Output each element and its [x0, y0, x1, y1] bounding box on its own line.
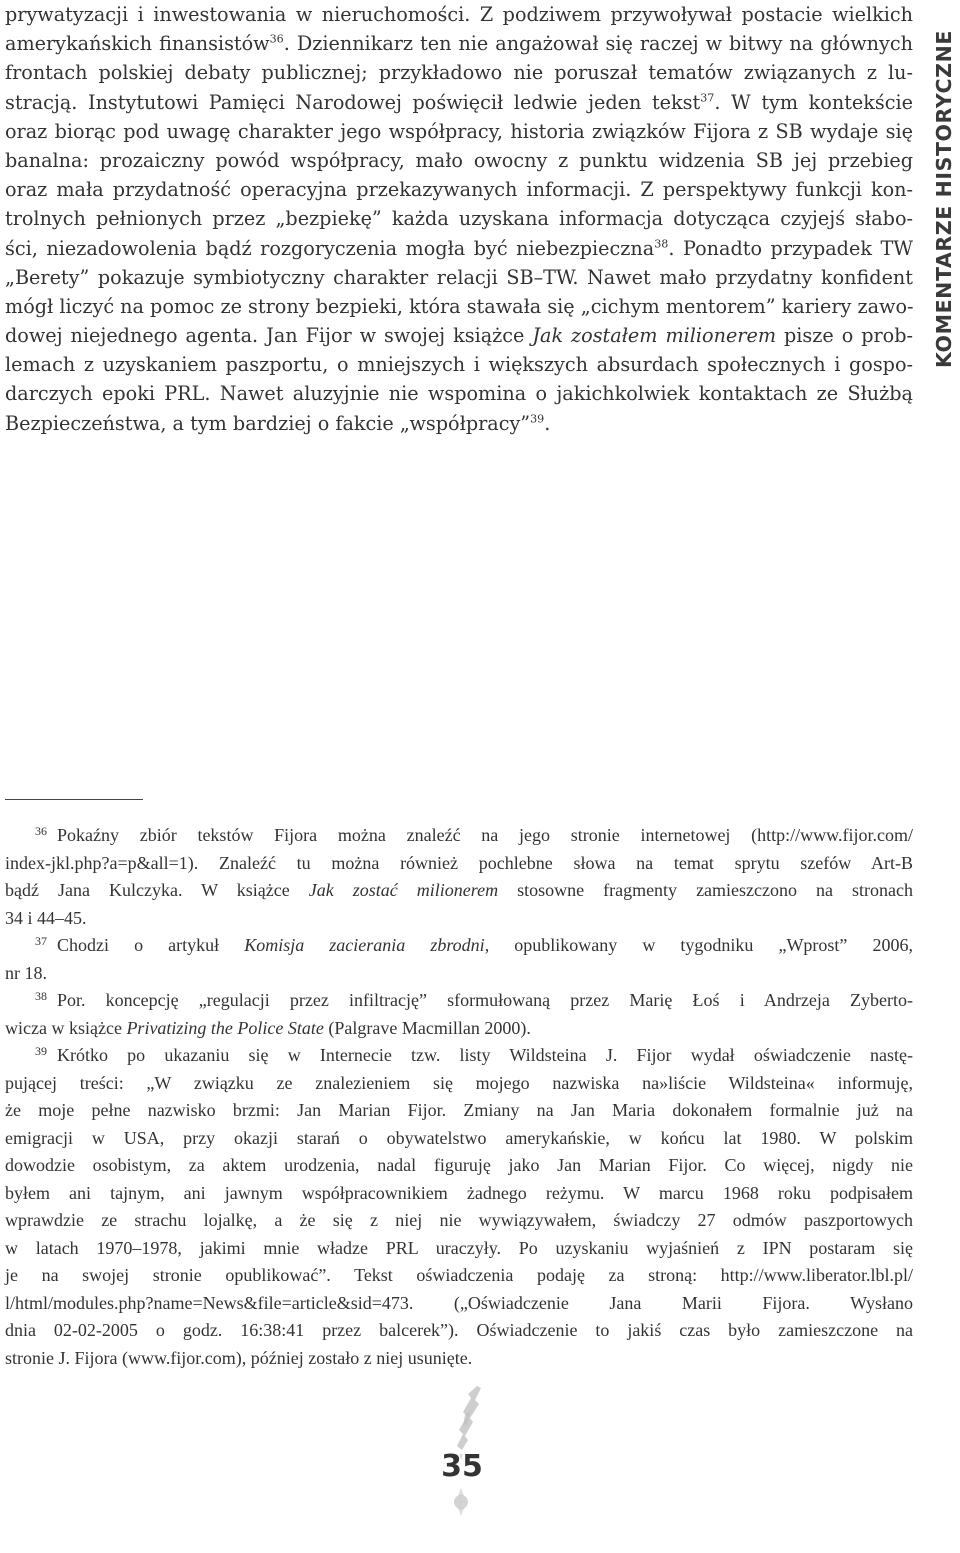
text-run: oraz biorąc pod uwagę charakter jego współpracy, historia związków Fijora z SB wydaje się — [5, 119, 913, 143]
text-run: frontach polskiej debaty publicznej; przykładowo nie poruszał tematów związanych z lu- — [5, 61, 913, 85]
text-run: nr 18. — [5, 962, 47, 983]
text-run: dowodzie osobistym, za aktem urodzenia, nadal figuruję jako Jan Marian Fijor. Co więcej, nigdy nie — [5, 1155, 913, 1175]
text-line — [5, 234, 913, 263]
text-line — [5, 905, 913, 933]
text-line — [5, 1015, 913, 1043]
text-run: pującej treści: „W związku ze znalezieniem się mojego nazwiska na»liście Wildsteina« informuję, — [5, 1072, 913, 1093]
text-line — [5, 1317, 913, 1345]
text-run: Pokaźny zbiór tekstów Fijora można znaleźć na jego stronie internetowej (http://www.fijor.com/ — [57, 825, 913, 845]
italic-title: Jak zostałem milionerem — [532, 324, 777, 348]
text-run: , opublikowany w tygodniku „Wprost” 2006, — [484, 935, 913, 955]
text-line — [5, 1125, 913, 1153]
text-run: w latach 1970–1978, jakimi mnie władze PRL uraczyły. Po uzyskaniu wyjaśnień z IPN postaram się — [5, 1237, 913, 1258]
text-run: mógł liczyć na pomoc ze strony bezpieki, która stawała się „cichym mentorem” kariery zawo- — [5, 294, 914, 318]
text-line — [5, 146, 913, 175]
text-run: . Dziennikarz ten nie angażował się raczej w bitwy na głównych — [283, 32, 913, 56]
text-run: ści, niezadowolenia bądź rozgoryczenia mogła być niebezpieczna — [5, 236, 655, 260]
text-line — [5, 1070, 913, 1098]
text-line: 37 Chodzi o artykuł Komisja zacierania zbrodni, opublikowany w tygodniku „Wprost” 2006, — [35, 934, 913, 955]
text-line — [5, 1290, 913, 1318]
text-run: banalna: prozaiczny powód współpracy, mało owocny z punktu widzenia SB jej przebieg — [5, 148, 913, 172]
text-line — [5, 1180, 913, 1208]
text-line — [5, 850, 913, 878]
text-run: lemach z uzyskaniem paszportu, o mniejszych i większych absurdach społecznych i gospo- — [5, 353, 913, 377]
text-line — [5, 409, 913, 438]
text-run: . — [544, 411, 551, 435]
text-line — [5, 58, 913, 87]
footnote-separator — [5, 799, 143, 800]
text-run: że moje pełne nazwisko brzmi: Jan Marian Fijor. Zmiany na Jan Maria dokonałem formalnie już na — [5, 1100, 913, 1120]
text-run: dowej niejednego agenta. Jan Fijor w swojej książce — [5, 324, 533, 348]
text-run: stronie J. Fijora (www.fijor.com), później zostało z niej usunięte. — [5, 1347, 473, 1368]
text-run: prywatyzacji i inwestowania w nieruchomości. Z podziwem przywoływał postacie wielkich — [5, 3, 913, 26]
footnote-36 — [5, 822, 913, 932]
text-line — [5, 117, 913, 146]
footnote-reference[interactable]: 37 — [700, 91, 715, 105]
text-line — [5, 1262, 913, 1290]
text-run: pisze o prob- — [776, 324, 913, 348]
text-run: index-jkl.php?a=p&all=1). Znaleźć tu można również pochlebne słowa na temat sprytu szefów Art-B — [5, 852, 913, 873]
italic-title: Privatizing the Police State — [126, 1017, 324, 1038]
text-line — [5, 292, 913, 321]
text-line — [5, 1235, 913, 1263]
text-run: byłem ani tajnym, ani jawnym współpracownikiem żadnego reżymu. W marcu 1968 roku podpisałem — [5, 1182, 913, 1203]
text-line — [5, 350, 913, 379]
page-number: 35 — [441, 1449, 483, 1484]
footnote-reference[interactable]: 38 — [654, 237, 669, 251]
body-text — [5, 0, 913, 438]
text-run: (Palgrave Macmillan 2000). — [323, 1017, 531, 1038]
text-run: Chodzi o artykuł — [57, 935, 245, 955]
text-run: l/html/modules.php?name=News&file=article&sid=473. („Oświadczenie Jana Marii Fijora. Wysłano — [5, 1292, 913, 1313]
text-line — [5, 960, 913, 988]
italic-title: Komisja zacierania zbrodni — [244, 935, 485, 955]
text-run: emigracji w USA, przy okazji starań o obywatelstwo amerykańskie, w końcu lat 1980. W polskim — [5, 1127, 913, 1148]
text-line: 39 Krótko po ukazaniu się w Internecie tzw. listy Wildsteina J. Fijor wydał oświadczenie nastę- — [35, 1044, 913, 1065]
text-run: amerykańskich finansistów — [5, 32, 270, 56]
text-line — [5, 175, 913, 204]
text-run: . Ponadto przypadek TW — [668, 236, 913, 260]
text-line — [5, 379, 913, 408]
text-line — [5, 204, 913, 233]
italic-title: Jak zostać milionerem — [308, 880, 499, 900]
text-run: Por. koncepcję „regulacji przez infiltrację” sformułowaną przez Marię Łoś i Andrzeja Zyberto- — [57, 990, 913, 1010]
footnote-39 — [5, 1042, 913, 1372]
text-line — [5, 0, 913, 29]
text-line — [5, 1097, 913, 1125]
footnote-reference[interactable]: 36 — [269, 32, 284, 46]
text-line — [5, 1207, 913, 1235]
section-side-label — [932, 8, 956, 390]
text-run: je na swojej stronie opublikować”. Tekst oświadczenia podaję za stroną: http://www.liberator.lbl.pl/ — [5, 1265, 913, 1285]
text-line: 36 Pokaźny zbiór tekstów Fijora można znaleźć na jego stronie internetowej (http://www.fijor.com/ — [35, 824, 913, 845]
footnote-38 — [5, 987, 913, 1042]
side-label-text: KOMENTARZE HISTORYCZNE — [932, 29, 957, 369]
text-run: Krótko po ukazaniu się w Internecie tzw. listy Wildsteina J. Fijor wydał oświadczenie nastę- — [57, 1045, 913, 1065]
text-line — [5, 88, 913, 117]
text-run: wicza w książce — [5, 1017, 127, 1038]
text-run: dnia 02-02-2005 o godz. 16:38:41 przez balcerek”). Oświadczenie to jakiś czas było zamieszczone na — [5, 1320, 913, 1340]
text-run: bądź Jana Kulczyka. W książce — [5, 880, 309, 900]
text-line — [5, 1152, 913, 1180]
text-line — [5, 877, 913, 905]
text-run: trolnych pełnionych przez „bezpiekę” każda uzyskana informacja dotycząca czyjejś słabo- — [5, 207, 913, 231]
text-run: oraz mała przydatność operacyjna przekazywanych informacji. Z perspektywy funkcji kon- — [5, 178, 913, 202]
text-run: darczych epoki PRL. Nawet aluzyjnie nie wspomina o jakichkolwiek kontaktach ze Służbą — [5, 382, 913, 406]
text-line — [5, 321, 913, 350]
footnote-37 — [5, 932, 913, 987]
text-run: wprawdzie ze strachu lojalkę, a że się z niej nie wywiązywałem, świadczy 27 odmów paszportowych — [5, 1210, 913, 1230]
text-run: Bezpieczeństwa, a tym bardziej o fakcie „współpracy” — [5, 411, 531, 435]
text-run: stracją. Instytutowi Pamięci Narodowej poświęcił ledwie jeden tekst — [5, 90, 701, 114]
text-run: stosowne fragmenty zamieszczono na stronach — [498, 880, 913, 900]
text-run: „Berety” pokazuje symbiotyczny charakter relacji SB–TW. Nawet mało przydatny konfident — [5, 265, 913, 289]
text-line — [5, 263, 913, 292]
text-line: 38 Por. koncepcję „regulacji przez infiltrację” sformułowaną przez Marię Łoś i Andrzeja Zyberto- — [35, 989, 913, 1010]
footnote-reference[interactable]: 39 — [530, 412, 545, 426]
text-line — [5, 29, 913, 58]
text-run: . W tym kontekście — [714, 90, 913, 114]
text-line — [5, 1345, 913, 1373]
text-run: 34 i 44–45. — [5, 907, 87, 928]
